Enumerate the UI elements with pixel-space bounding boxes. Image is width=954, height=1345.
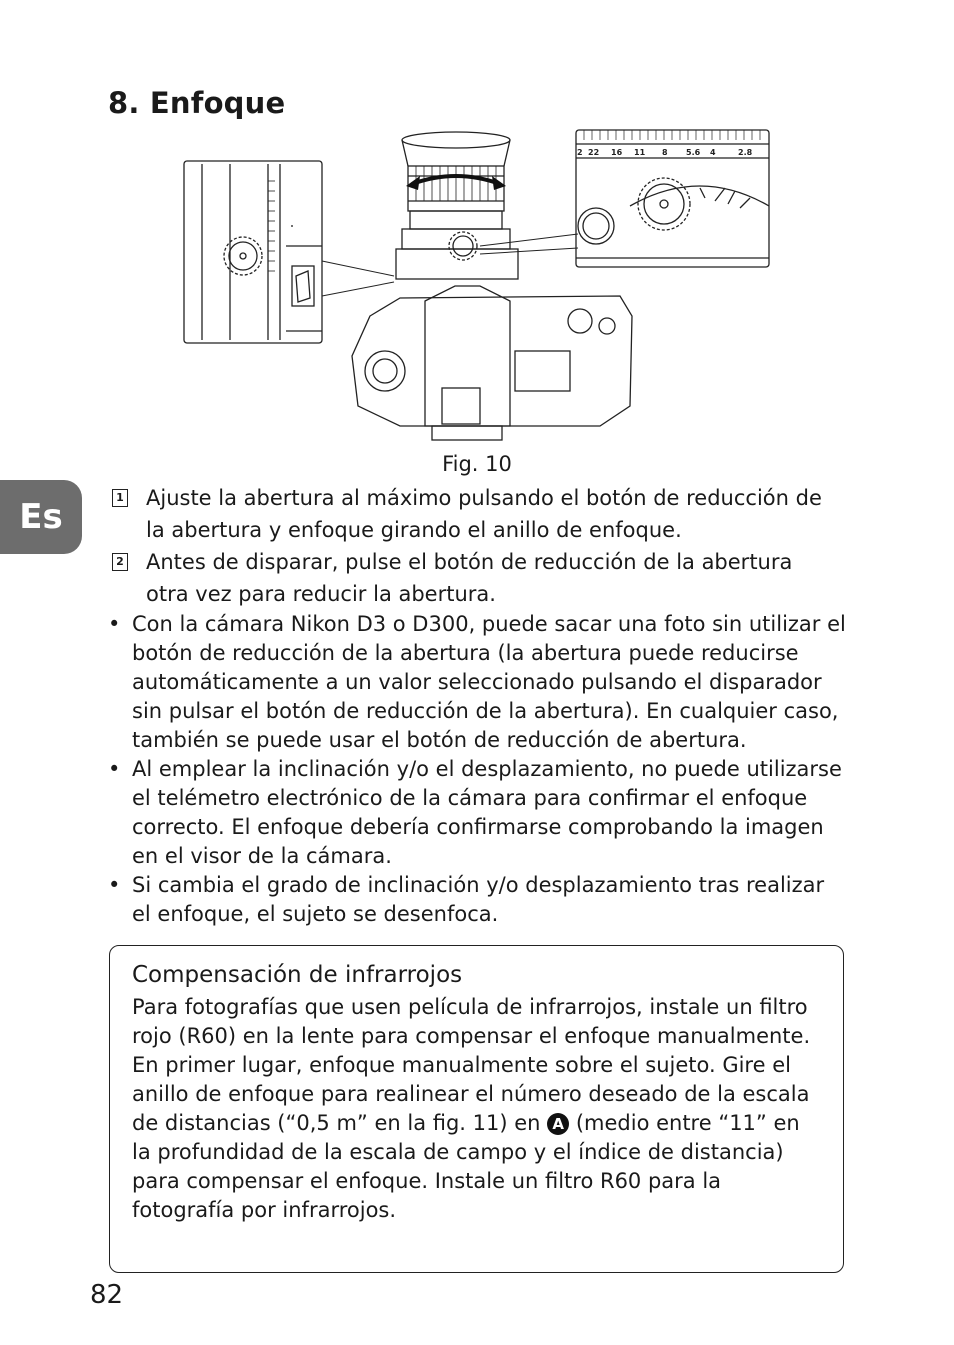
scale-label: 2 [577, 148, 583, 157]
box-paragraph: Para fotografías que usen película de infrarrojos, instale un filtro rojo (R60) en la lente para compensar el enfoque manualmente. [132, 995, 811, 1048]
camera-lens-illustration [180, 126, 775, 446]
scale-label: 5.6 [686, 148, 701, 157]
step-text: Antes de disparar, pulse el botón de reducción de la abertura otra vez para reducir la abertura. [146, 550, 793, 606]
page-number: 82 [90, 1280, 124, 1310]
figure-caption: Fig. 10 [442, 452, 512, 476]
marker-a-icon: A [547, 1113, 569, 1135]
scale-label: 8 [662, 148, 668, 157]
scale-label: 16 [611, 148, 623, 157]
box-text-part: (medio entre “11” en la profundidad de la escala de campo y el índice de distancia) para compensar el enfoque. Instale un filtro R60 para la fotografía por infrarrojos. [132, 1111, 800, 1222]
scale-label: 4 [710, 148, 716, 157]
section-heading: 8. Enfoque [108, 86, 286, 120]
scale-label: 2.8 [738, 148, 753, 157]
list-item [108, 755, 848, 871]
list-item [108, 871, 848, 929]
language-tab: Es [0, 480, 82, 554]
notes-list [108, 610, 848, 929]
step-number: 1 [112, 489, 128, 507]
bullet-symbol: • [108, 612, 121, 636]
lens-body [396, 132, 518, 279]
scale-label: 22 [588, 148, 600, 157]
bullet-symbol: • [108, 873, 121, 897]
bullet-text: Si cambia el grado de inclinación y/o desplazamiento tras realizar el enfoque, el sujeto se desenfoca. [132, 873, 825, 926]
infrared-compensation-box [109, 945, 844, 1273]
step-2 [112, 546, 832, 610]
box-text-part: En primer lugar, enfoque manualmente sobre el sujeto. Gire el anillo de enfoque para realinear el número deseado de la escala de distancias (“0,5 m” en la fig. 11) en [132, 1053, 810, 1135]
list-item [108, 610, 848, 755]
step-number: 2 [112, 553, 128, 571]
box-body [132, 993, 822, 1225]
step-1 [112, 482, 832, 546]
step-text: Ajuste la abertura al máximo pulsando el botón de reducción de la abertura y enfoque girando el anillo de enfoque. [146, 486, 822, 542]
box-paragraph [132, 1051, 822, 1225]
camera-body [352, 286, 632, 440]
bullet-text: Al emplear la inclinación y/o el desplazamiento, no puede utilizarse el telémetro electrónico de la cámara para confirmar el enfoque correcto. El enfoque debería confirmarse comprobando la imagen en el visor de la cámara. [132, 757, 842, 868]
bullet-symbol: • [108, 757, 121, 781]
bullet-text: Con la cámara Nikon D3 o D300, puede sacar una foto sin utilizar el botón de reducción de la abertura (la abertura puede reducirse automáticamente a un valor seleccionado pulsando el disparador sin pulsar el botón de reducción de la abertura). En cualquier caso, también se puede usar el botón de reducción de abertura. [132, 612, 846, 752]
left-inset-detail [184, 161, 322, 343]
box-title: Compensación de infrarrojos [132, 962, 463, 988]
scale-label: 11 [634, 148, 646, 157]
